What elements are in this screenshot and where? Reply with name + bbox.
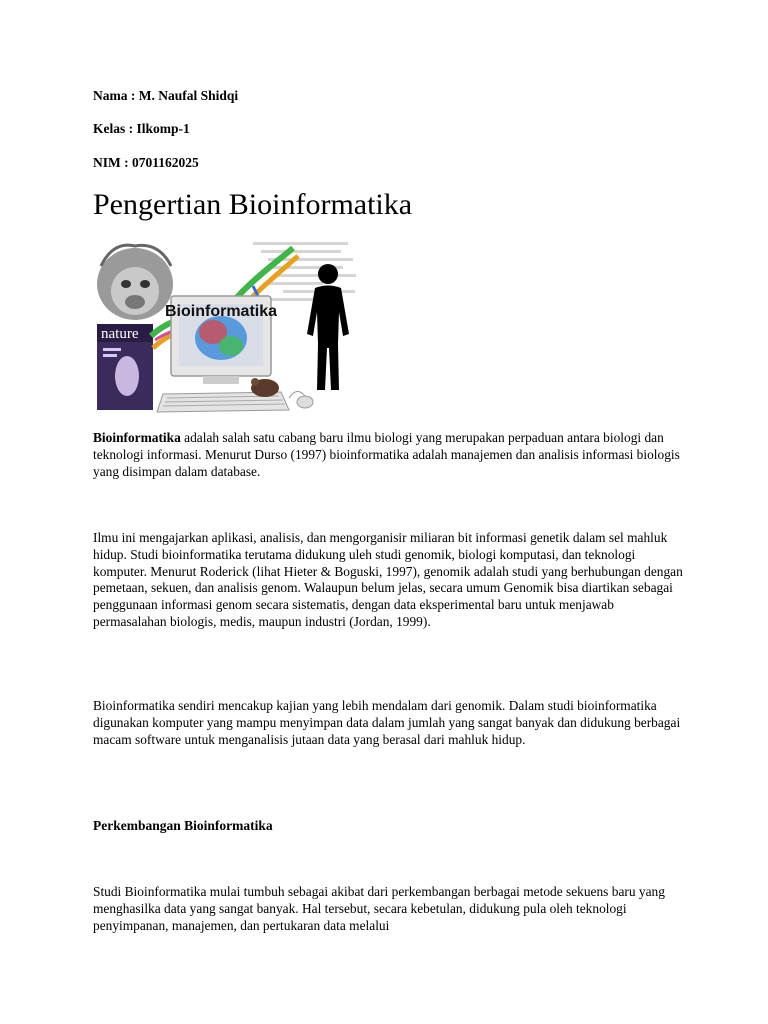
student-name: Nama : M. Naufal Shidqi (93, 88, 239, 103)
paragraph-definition-text: adalah salah satu cabang baru ilmu biologi yang merupakan perpaduan antara biologi dan teknologi informasi. Menurut Durso (1997) bioinformatika adalah manajemen dan analisis informasi biologis yang disimpan dalam database. (93, 430, 680, 479)
paragraph-scope: Bioinformatika sendiri mencakup kajian yang lebih mendalam dari genomik. Dalam studi bioinformatika digunakan komputer yang mampu menyimpan data dalam jumlah yang sangat banyak dan didukung berbagai macam software untuk menganalisis jutaan data yang berasal dari mahluk hidup. (93, 698, 681, 747)
term-bioinformatika: Bioinformatika (93, 430, 181, 445)
nature-magazine-cover (97, 324, 153, 410)
page-title: Pengertian Bioinformatika (93, 188, 413, 221)
student-id: NIM : 0701162025 (93, 155, 199, 170)
paragraph-genomics: Ilmu ini mengajarkan aplikasi, analisis, dan mengorganisir miliaran bit informasi genetik dalam sel mahluk hidup. Studi bioinformatika terutama didukung uleh studi genomik, biologi komputasi, dan teknologi komputer. Menurut Roderick (lihat Hieter & Boguski, 1997), genomik adalah studi yang berhubungan dengan pemetaan, sekuen, dan analisis genom. Walaupun belum jelas, secara umum Genomik bisa diartikan sebagai penggunaan informasi genom secara sistematis, dengan data eksperimental baru untuk menjawab permasalahan biologis, medis, maupun industri (Jordan, 1999). (93, 530, 683, 629)
mouse-rodent-image (251, 378, 279, 397)
bioinformatics-illustration (93, 236, 363, 414)
section-heading-perkembangan: Perkembangan Bioinformatika (93, 818, 273, 833)
chimpanzee-image (97, 245, 173, 320)
paragraph-definition (93, 430, 683, 480)
computer-mouse-icon (289, 391, 313, 408)
figure-label: Bioinformatika (165, 303, 278, 320)
paragraph-development: Studi Bioinformatika mulai tumbuh sebagai akibat dari perkembangan berbagai metode sekuens baru yang menghasilka data yang sangat banyak. Hal tersebut, secara kebetulan, didukung pula oleh teknologi penyimpanan, manajemen, dan pertukaran data melalui (93, 884, 665, 933)
magazine-label: nature (101, 326, 139, 342)
student-class: Kelas : Ilkomp-1 (93, 121, 190, 136)
